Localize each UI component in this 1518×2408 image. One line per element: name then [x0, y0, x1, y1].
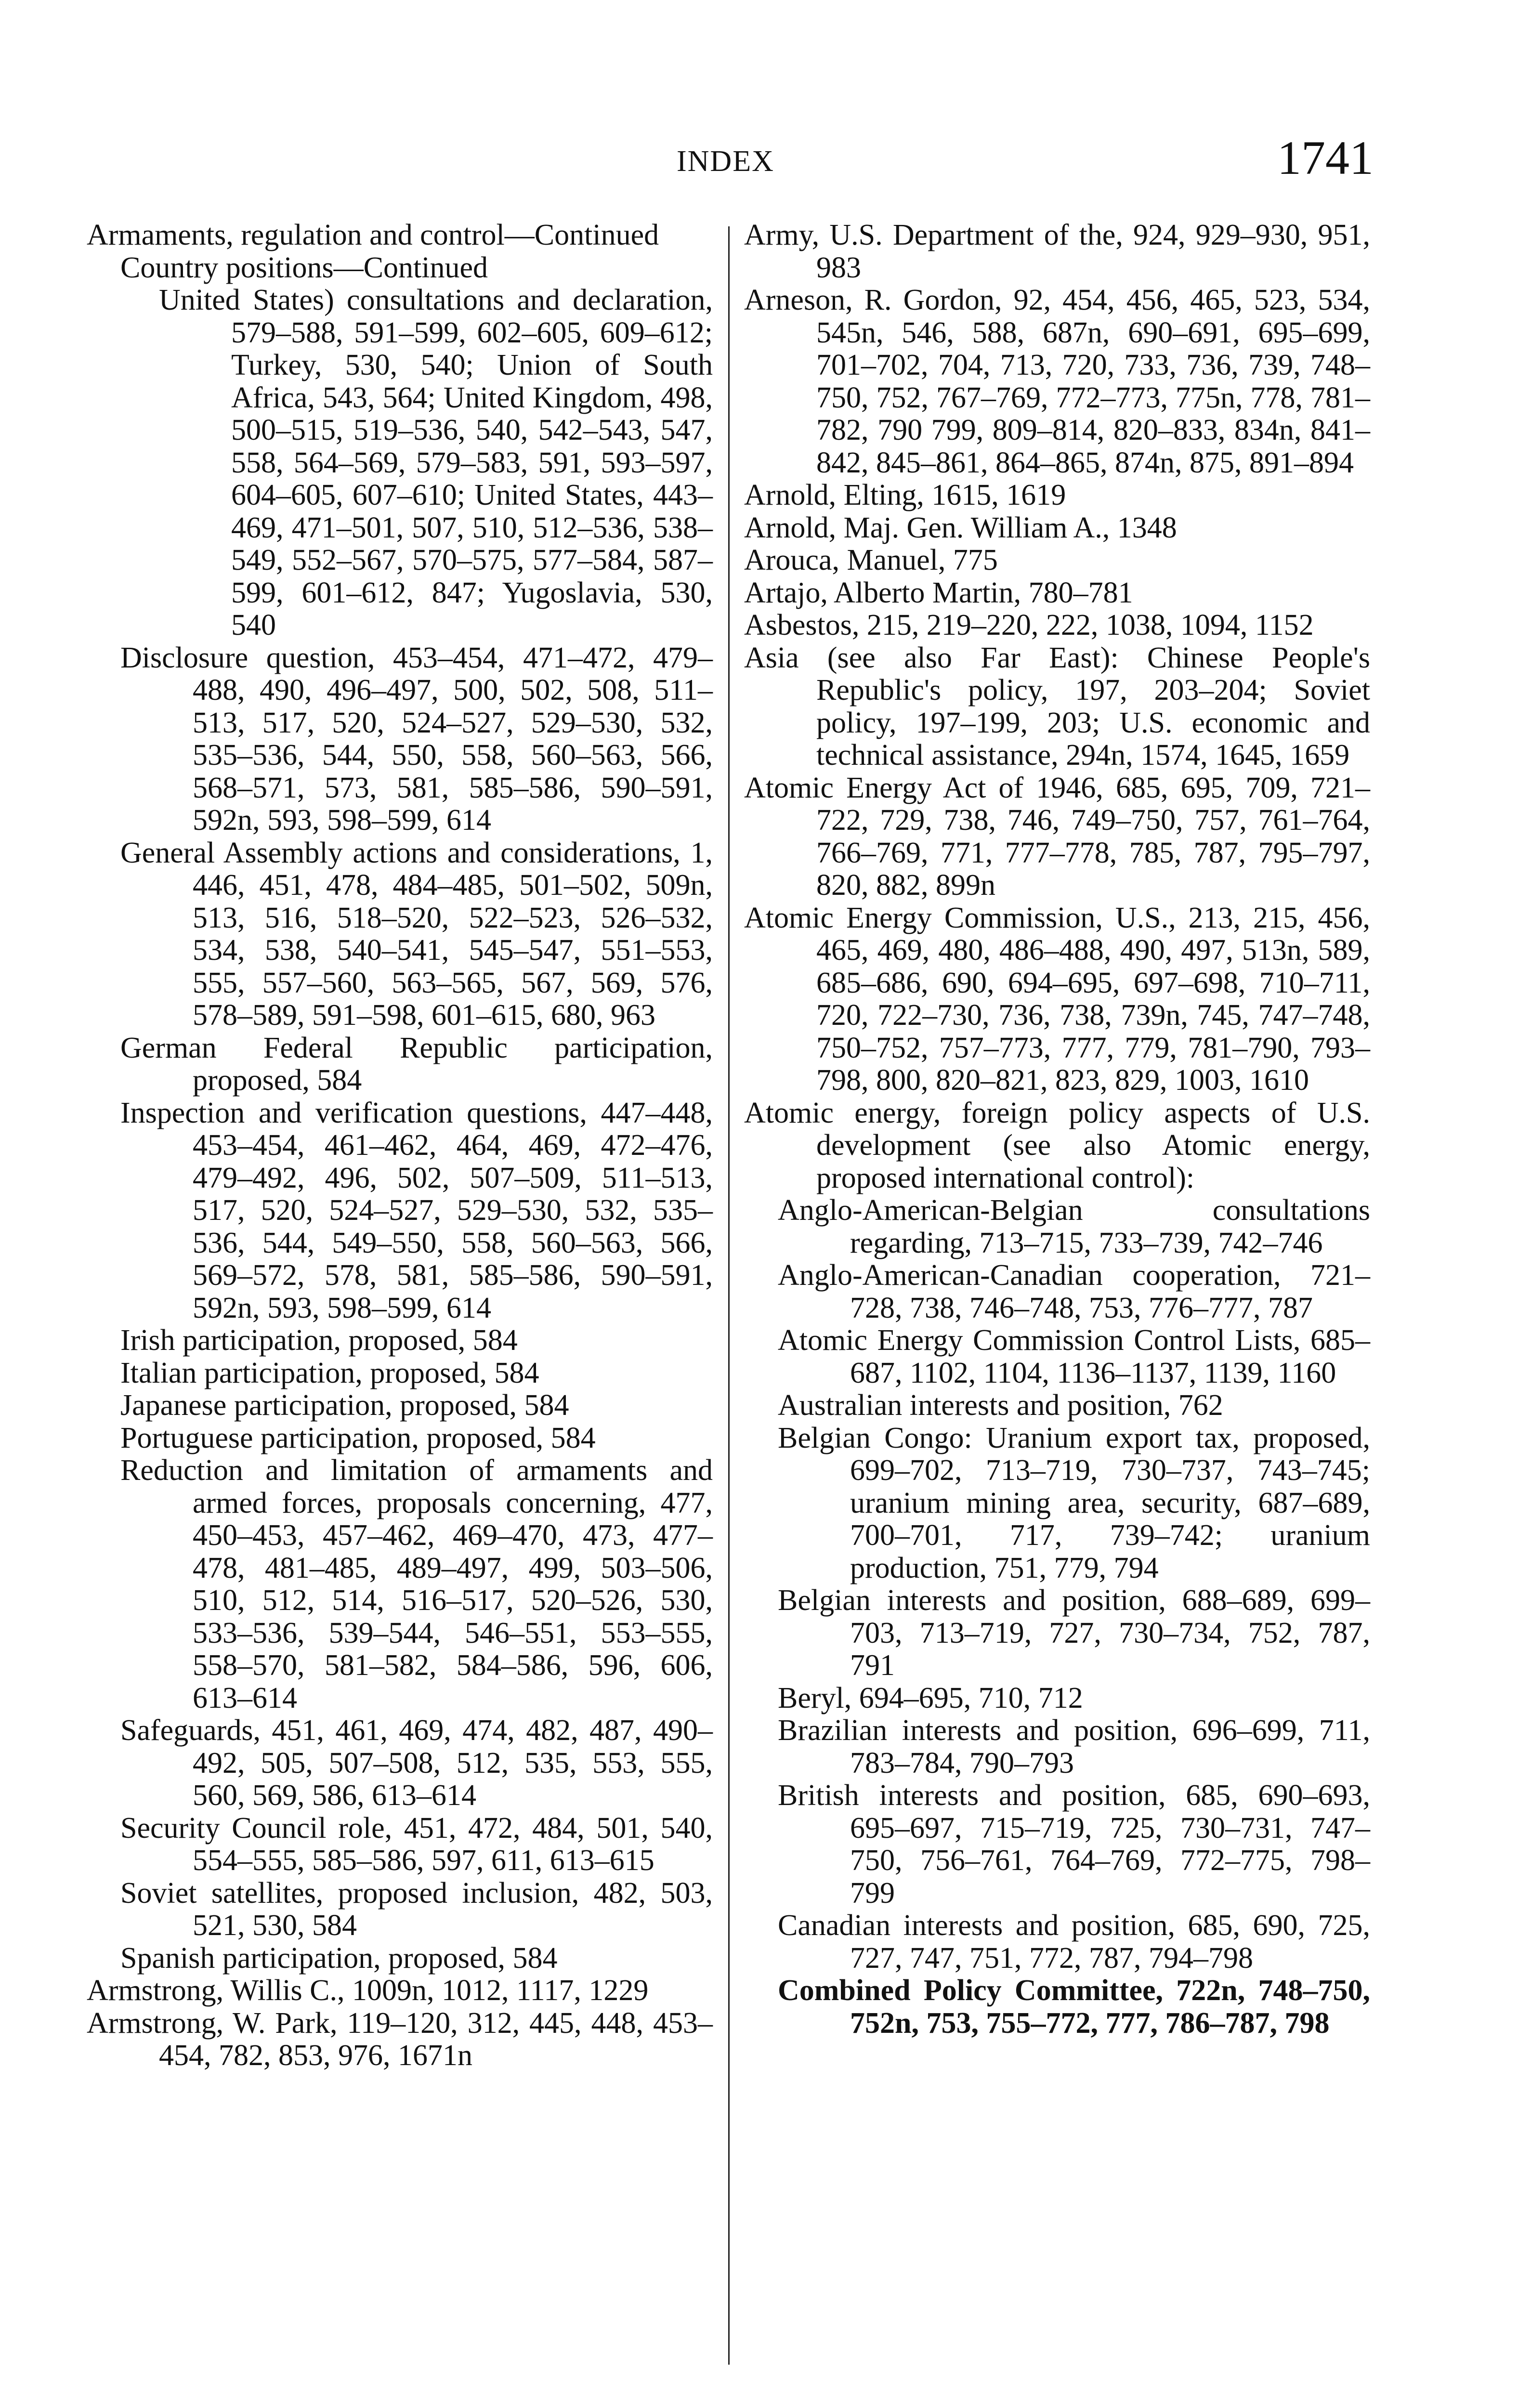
- column-divider: [728, 226, 730, 2365]
- index-entry: Asbestos, 215, 219–220, 222, 1038, 1094, 1152: [744, 609, 1314, 641]
- index-entry: British interests and position, 685, 690–693, 695–697, 715–719, 725, 730–731, 747–750, 756–761, 764–769, 772–775, 798–799: [778, 1779, 1370, 1910]
- index-entry: Asia (see also Far East): Chinese People's Republic's policy, 197, 203–204; Soviet policy, 197–199, 203; U.S. economic and technical assistance, 294n, 1574, 1645, 1659: [744, 641, 1370, 772]
- index-entry: Arnold, Maj. Gen. William A., 1348: [744, 511, 1177, 544]
- index-entry: Belgian interests and position, 688–689, 699–703, 713–719, 727, 730–734, 752, 787, 791: [778, 1584, 1370, 1682]
- index-entry: Arneson, R. Gordon, 92, 454, 456, 465, 523, 534, 545n, 546, 588, 687n, 690–691, 695–699, 701–702, 704, 713, 720, 733, 736, 739, 748–750, 752, 767–769, 772–773, 775n, 778, 781–782, 790 799, 809–814, 820–833, 834n, 841–842, 845–861, 864–865, 874n, 875, 891–894: [744, 284, 1370, 479]
- index-entry: Army, U.S. Department of the, 924, 929–930, 951, 983: [744, 219, 1370, 284]
- index-entry: Japanese participation, proposed, 584: [120, 1389, 569, 1422]
- index-entry: Portuguese participation, proposed, 584: [120, 1421, 596, 1454]
- index-entry: United States) consultations and declaration, 579–588, 591–599, 602–605, 609–612; Turkey, 530, 540; Union of South Africa, 543, 564; United Kingdom, 498, 500–515, 519–536, 540, 542–543, 547, 558, 564–569, 579–583, 591, 593–597, 604–605, 607–610; United States, 443–469, 471–501, 507, 510, 512–536, 538–549, 552–567, 570–575, 577–584, 587–599, 601–612, 847; Yugoslavia, 530, 540: [159, 284, 713, 641]
- running-header-title: INDEX: [677, 145, 774, 178]
- index-column-right: [744, 219, 1370, 2040]
- index-entry: German Federal Republic participation, proposed, 584: [120, 1031, 713, 1097]
- index-entry: Country positions—Continued: [120, 251, 488, 284]
- index-entry: Arouca, Manuel, 775: [744, 544, 998, 576]
- index-entry: Armaments, regulation and control—Continued: [87, 219, 659, 251]
- index-entry: Spanish participation, proposed, 584: [120, 1941, 558, 1975]
- index-entry: Reduction and limitation of armaments and armed forces, proposals concerning, 477, 450–453, 457–462, 469–470, 473, 477–478, 481–485, 489–497, 499, 503–506, 510, 512, 514, 516–517, 520–526, 530, 533–536, 539–544, 546–551, 553–555, 558–570, 581–582, 584–586, 596, 606, 613–614: [120, 1454, 713, 1714]
- index-entry: Armstrong, W. Park, 119–120, 312, 445, 448, 453–454, 782, 853, 976, 1671n: [87, 2006, 713, 2072]
- index-entry: Disclosure question, 453–454, 471–472, 479–488, 490, 496–497, 500, 502, 508, 511–513, 517, 520, 524–527, 529–530, 532, 535–536, 544, 550, 558, 560–563, 566, 568–571, 573, 581, 585–586, 590–591, 592n, 593, 598–599, 614: [120, 641, 713, 837]
- index-entry: Italian participation, proposed, 584: [120, 1356, 539, 1389]
- index-entry: Irish participation, proposed, 584: [120, 1324, 518, 1357]
- page-header: [0, 0, 1518, 202]
- index-entry: Belgian Congo: Uranium export tax, proposed, 699–702, 713–719, 730–737, 743–745; uranium mining area, security, 687–689, 700–701, 717, 739–742; uranium production, 751, 779, 794: [778, 1421, 1370, 1584]
- index-entry: Soviet satellites, proposed inclusion, 482, 503, 521, 530, 584: [120, 1876, 713, 1942]
- index-entry: Combined Policy Committee, 722n, 748–750, 752n, 753, 755–772, 777, 786–787, 798: [778, 1974, 1370, 2040]
- index-entry: Artajo, Alberto Martin, 780–781: [744, 576, 1133, 609]
- index-entry: General Assembly actions and considerations, 1, 446, 451, 478, 484–485, 501–502, 509n, 513, 516, 518–520, 522–523, 526–532, 534, 538, 540–541, 545–547, 551–553, 555, 557–560, 563–565, 567, 569, 576, 578–589, 591–598, 601–615, 680, 963: [120, 836, 713, 1032]
- index-entry: Safeguards, 451, 461, 469, 474, 482, 487, 490–492, 505, 507–508, 512, 535, 553, 555, 560, 569, 586, 613–614: [120, 1714, 713, 1812]
- page-number: 1741: [1277, 131, 1374, 184]
- index-entry: Beryl, 694–695, 710, 712: [778, 1681, 1083, 1714]
- index-entry: Canadian interests and position, 685, 690, 725, 727, 747, 751, 772, 787, 794–798: [778, 1909, 1370, 1975]
- index-entry: Anglo-American-Belgian consultations regarding, 713–715, 733–739, 742–746: [778, 1194, 1370, 1259]
- index-entry: Atomic energy, foreign policy aspects of U.S. development (see also Atomic energy, proposed international control):: [744, 1096, 1370, 1194]
- index-entry: Atomic Energy Act of 1946, 685, 695, 709, 721–722, 729, 738, 746, 749–750, 757, 761–764, 766–769, 771, 777–778, 785, 787, 795–797, 820, 882, 899n: [744, 771, 1370, 902]
- index-column-left: [87, 219, 713, 2072]
- index-entry: Inspection and verification questions, 447–448, 453–454, 461–462, 464, 469, 472–476, 479–492, 496, 502, 507–509, 511–513, 517, 520, 524–527, 529–530, 532, 535–536, 544, 549–550, 558, 560–563, 566, 569–572, 578, 581, 585–586, 590–591, 592n, 593, 598–599, 614: [120, 1096, 713, 1324]
- index-entry: Atomic Energy Commission, U.S., 213, 215, 456, 465, 469, 480, 486–488, 490, 497, 513n, 589, 685–686, 690, 694–695, 697–698, 710–711, 720, 722–730, 736, 738, 739n, 745, 747–748, 750–752, 757–773, 777, 779, 781–790, 793–798, 800, 820–821, 823, 829, 1003, 1610: [744, 901, 1370, 1097]
- index-entry: Atomic Energy Commission Control Lists, 685–687, 1102, 1104, 1136–1137, 1139, 1160: [778, 1324, 1370, 1389]
- index-entry: Anglo-American-Canadian cooperation, 721–728, 738, 746–748, 753, 776–777, 787: [778, 1259, 1370, 1324]
- index-entry: Arnold, Elting, 1615, 1619: [744, 479, 1066, 511]
- index-entry: Australian interests and position, 762: [778, 1389, 1223, 1422]
- index-entry: Security Council role, 451, 472, 484, 501, 540, 554–555, 585–586, 597, 611, 613–615: [120, 1811, 713, 1877]
- index-entry: Armstrong, Willis C., 1009n, 1012, 1117, 1229: [87, 1974, 649, 2007]
- index-entry: Brazilian interests and position, 696–699, 711, 783–784, 790–793: [778, 1714, 1370, 1780]
